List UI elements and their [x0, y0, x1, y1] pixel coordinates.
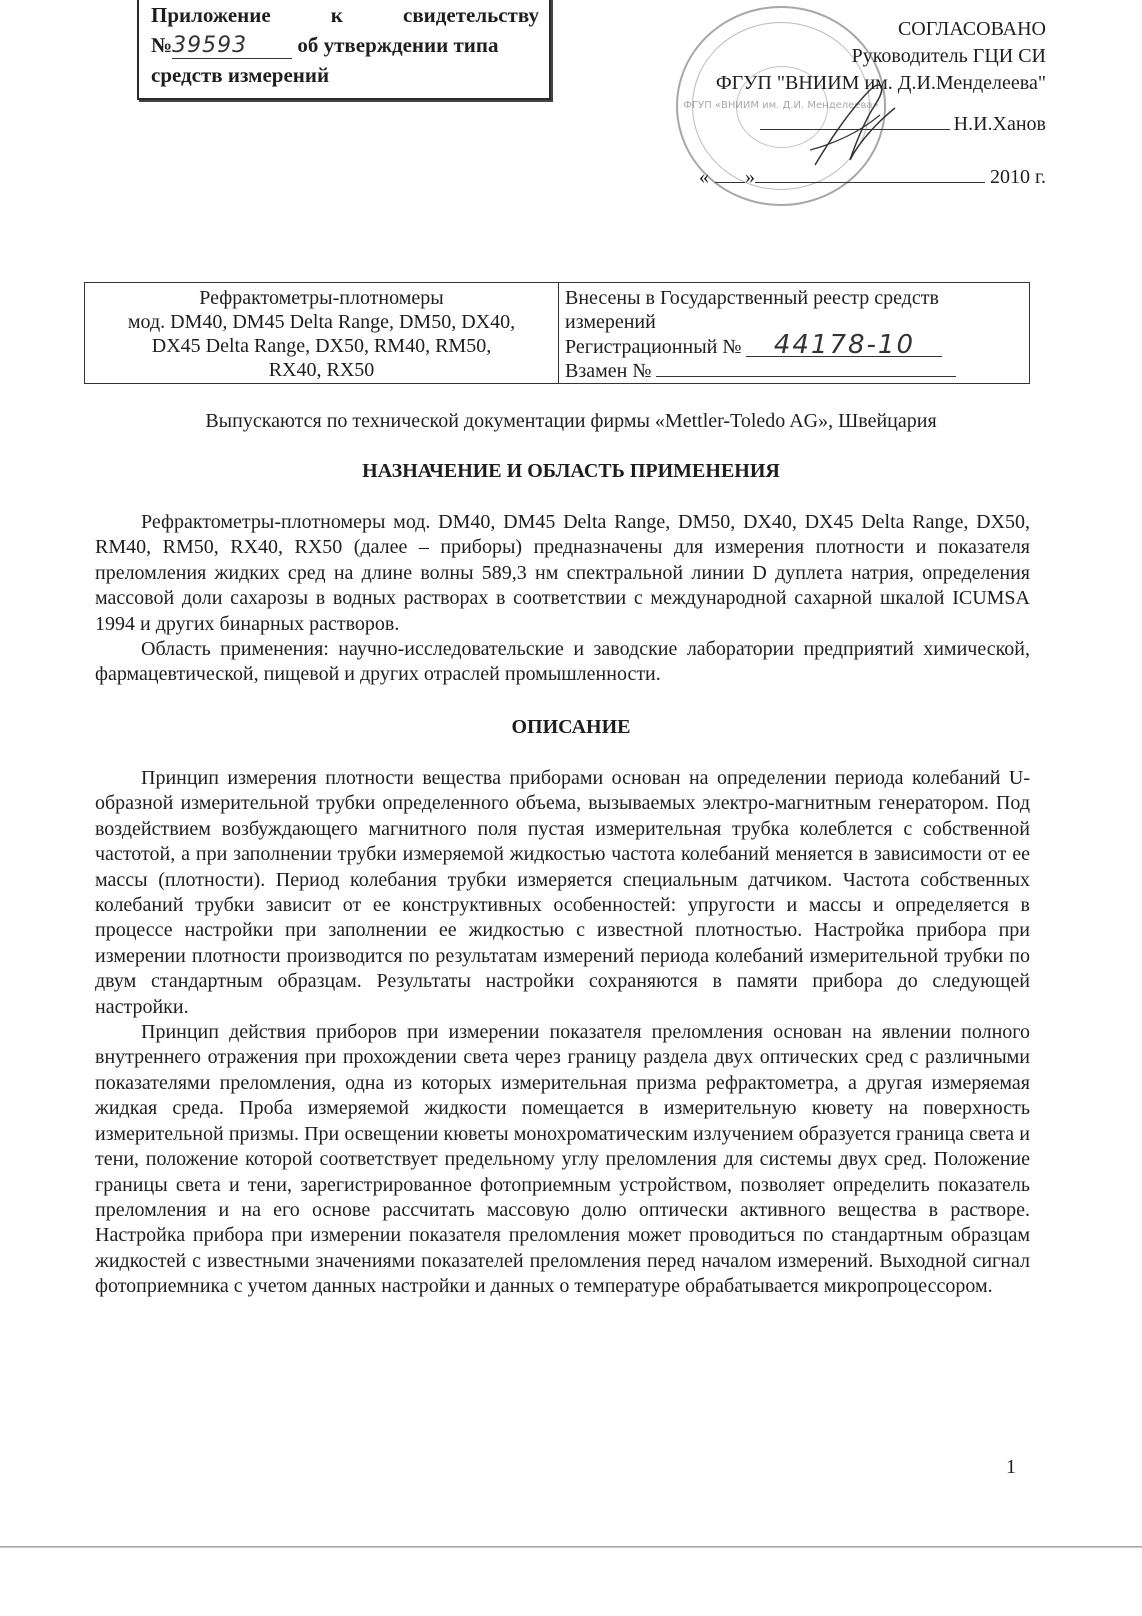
replacement-blank	[656, 376, 956, 377]
registry-entry-line-1: Внесены в Государственный реестр средств	[565, 287, 939, 309]
certificate-line-1	[151, 0, 549, 30]
registration-row	[565, 330, 1029, 360]
date-day-blank	[715, 182, 745, 183]
page-number: 1	[1006, 1456, 1016, 1478]
approval-date-row	[626, 164, 1046, 191]
paragraph-application: Область применения: научно-исследовательские и заводские лаборатории предприятий химической, фармацевтической, пищевой и других отраслей промышленности.	[95, 638, 1030, 686]
paragraph-density-principle: Принцип измерения плотности вещества приборами основан на определении периода колебаний U-образной измерительной трубки определенного объема, вызываемых электро-магнитным генератором. Под воздействием возбуждающего магнитного поля пустая измерительная трубка колеблется с собственной частотой, а при заполнении трубки измеряемой жидкостью частота колебаний меняется в зависимости от ее массы (плотности). Период колебания трубки измеряется специальным датчиком. Частота собственных колебаний трубки зависит от ее конструктивных особенностей: упругости и массы и определяется в процессе настройки при заполнении ее жидкостью с известной плотностью. Настройка прибора при измерении плотности производится по результатам измерений периода колебаний измерительной трубки по двум стандартным образцам. Результаты настройки сохраняются в памяти прибора до следующей настройки.	[95, 767, 1030, 1018]
registry-entry-line-2: измерений	[565, 311, 656, 333]
device-models-line-3: RX40, RX50	[268, 359, 375, 381]
paragraph-purpose: Рефрактометры-плотномеры мод. DM40, DM45 Delta Range, DM50, DX40, DX45 Delta Range, DX50, RM40, RM50, RX40, RX50 (далее – приборы) предназначены для измерения плотности и показателя преломления жидких сред на длине волны 589,3 нм спектральной линии D дуплета натрия, определения массовой доли сахарозы в водных растворах в соответствии с международной сахарной шкалой ICUMSA 1994 и других бинарных растворов.	[95, 511, 1030, 635]
page-bottom-rule	[0, 1546, 1142, 1548]
approval-signatory: Н.И.Ханов	[953, 113, 1046, 135]
certificate-line-3: средств измерений	[151, 63, 330, 87]
signature-line	[760, 129, 950, 130]
certificate-line-2-suffix: об утверждении типа	[297, 33, 499, 57]
device-models-line-2: DX45 Delta Range, DX50, RM40, RM50,	[151, 335, 492, 357]
certificate-number-handwritten: 39593	[172, 34, 292, 59]
date-month-blank	[755, 182, 985, 183]
certificate-word-appendix: Приложение	[151, 3, 271, 27]
device-models-line-1: мод. DM40, DM45 Delta Range, DM50, DX40,	[127, 311, 516, 333]
approval-title: СОГЛАСОВАНО	[897, 18, 1046, 40]
section-title-description: ОПИСАНИЕ	[511, 716, 631, 738]
section-body-description	[95, 766, 1030, 1300]
approval-organization: ФГУП "ВНИИМ им. Д.И.Менделеева"	[715, 72, 1046, 94]
device-type: Рефрактометры-плотномеры	[199, 287, 444, 309]
certificate-appendix-box	[137, 0, 551, 100]
stamp-text: ФГУП «ВНИИМ им. Д.И. Менделеева»	[683, 100, 879, 111]
manufacturer-note: Выпускаются по технической документации фирмы «Mettler-Toledo AG», Швейцария	[205, 410, 937, 432]
approval-signature-row	[626, 111, 1046, 138]
certificate-word-certificate: свидетельству	[403, 3, 539, 27]
registration-number-handwritten: 44178-10	[746, 334, 942, 357]
replacement-label: Взамен №	[565, 360, 652, 382]
registration-label: Регистрационный №	[565, 336, 742, 358]
approval-year: 2010 г.	[990, 166, 1046, 188]
date-open-quote: «	[699, 166, 710, 188]
certificate-word-to: к	[330, 3, 343, 27]
date-close-quote: »	[745, 166, 756, 188]
certificate-number-prefix: №	[151, 33, 173, 57]
section-title-purpose: НАЗНАЧЕНИЕ И ОБЛАСТЬ ПРИМЕНЕНИЯ	[362, 460, 780, 482]
approval-position: Руководитель ГЦИ СИ	[851, 45, 1046, 67]
approval-block	[626, 16, 1046, 191]
registry-cell	[559, 283, 1029, 383]
section-body-purpose	[95, 510, 1030, 688]
replacement-row	[565, 359, 1029, 383]
device-name-cell	[85, 283, 559, 383]
certificate-line-2	[151, 30, 549, 60]
registry-info-table	[84, 282, 1030, 384]
paragraph-refraction-principle: Принцип действия приборов при измерении показателя преломления основан на явлении полного внутреннего отражения при прохождении света через границу раздела двух оптических сред с различными показателями преломления, одна из которых измерительная призма рефрактометра, а другая измеряемая жидкая среда. Проба измеряемой жидкости помещается в измерительную кювету на поверхность измерительной призмы. При освещении кюветы монохроматическим излучением образуется граница света и тени, положение которой соответствует предельному углу преломления для системы двух сред. Положение границы света и тени, зарегистрированное фотоприемным устройством, позволяет определить показатель преломления и на его основе рассчитать массовую долю оптически активного вещества в растворе. Настройка прибора при измерении показателя преломления может проводиться по стандартным образцам жидкостей с известными значениями показателей преломления перед началом измерений. Выходной сигнал фотоприемника с учетом данных настройки и данных о температуре обрабатывается микропроцессором.	[95, 1021, 1030, 1298]
